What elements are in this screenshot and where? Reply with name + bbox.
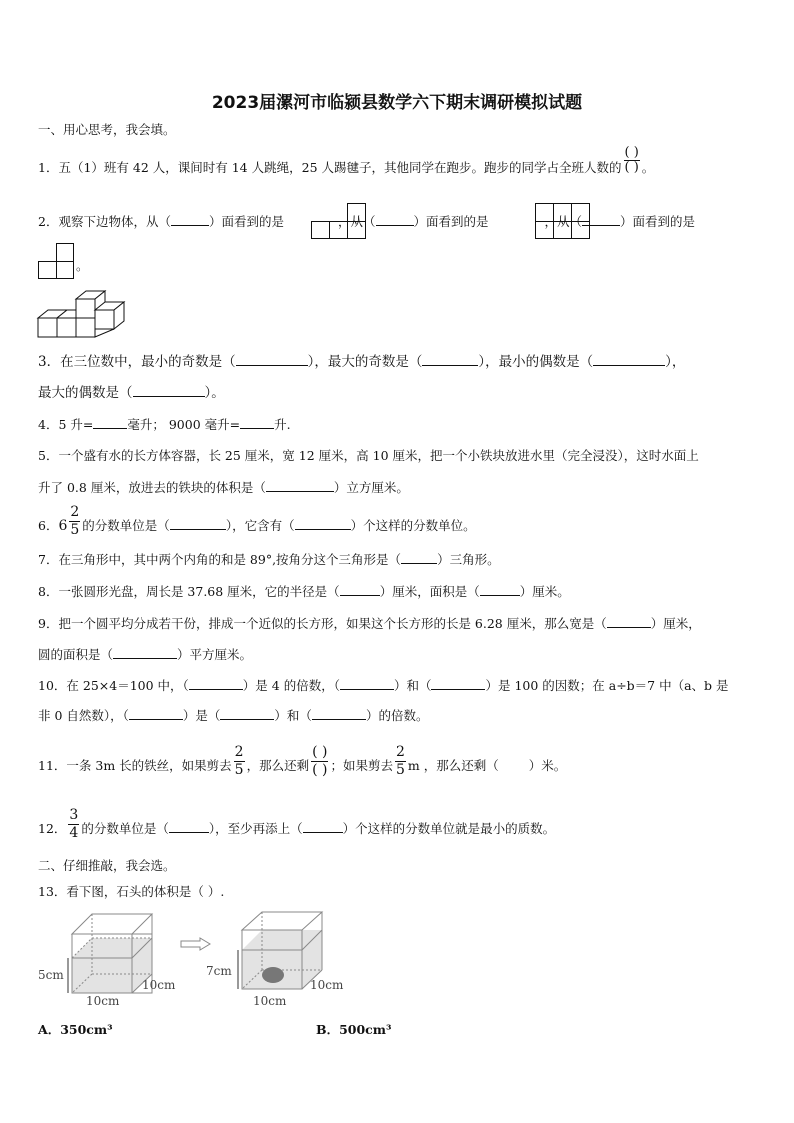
q6-part-a: 的分数单位是（ [82,518,170,533]
question-9 [38,615,701,632]
section-one-heading: 一、用心思考，我会填。 [38,122,176,137]
q9-part-a: 9．把一个圆平均分成若干份，排成一个近似的长方形，如果这个长方形的长是 6.28 厘米，那么宽是（ [38,616,607,631]
q6-part-c: ）个这样的分数单位。 [350,518,476,533]
q3-part-c: ），最小的偶数是（ [478,354,594,370]
q4-blank-2[interactable] [240,416,274,429]
q8-part-c: ）厘米。 [519,584,570,599]
q6-blank-1[interactable] [170,517,226,530]
question-6 [38,504,476,539]
q11-fraction-2 [395,744,406,779]
question-5-line-2 [38,479,409,496]
q6-whole: 6 [58,518,68,534]
q7-part-b: ）三角形。 [437,552,500,567]
q1-paren-den: ( ) [624,160,639,175]
q10-part-f: ）是（ [182,708,221,723]
q6-num: 2 [70,504,80,520]
q13-fig2-front: 10cm [253,994,287,1008]
question-9-line-2 [38,646,252,663]
q2-cube-object [36,288,136,340]
q5-blank[interactable] [266,479,334,492]
q13-fig1-height: 5cm [38,968,64,982]
question-11 [38,744,567,779]
q1-answer-fraction [624,146,640,175]
question-5: 5．一个盛有水的长方体容器，长 25 厘米，宽 12 厘米，高 10 厘米，把一个小铁块放进水里（完全浸没），这时水面上 [38,448,699,463]
q6-prefix: 6． [38,518,59,533]
q11-part-b: ，那么还剩 [246,758,310,773]
section-two-heading: 二、仔细推敲，我会选。 [38,858,176,873]
q4-part-c: 升. [274,417,291,432]
q10-part-a: 10．在 25×4＝100 中，（ [38,678,189,693]
q2-view-1-grid [311,203,367,239]
q11-f2-den: 5 [396,762,405,778]
q12-fraction [68,807,79,842]
q8-part-a: 8．一张圆形光盘，周长是 37.68 厘米，它的半径是（ [38,584,340,599]
q10-blank-6[interactable] [312,707,366,720]
q12-prefix: 12． [38,821,67,836]
q1-end: 。 [641,160,655,175]
q3-part-e: 最大的偶数是（ [38,385,133,401]
q3-part-a: 3．在三位数中，最小的奇数是（ [38,354,236,370]
q11-f1-den: 5 [234,762,244,778]
q12-blank-2[interactable] [303,820,343,833]
q2-blank-2[interactable] [376,213,414,226]
q3-blank-2[interactable] [422,353,478,366]
q3-blank-3[interactable] [593,353,665,366]
q2-part-e: ，从（ [544,214,583,229]
q12-part-c: ）个这样的分数单位就是最小的质数。 [342,821,556,836]
q2-part-f: ）面看到的是 [620,214,696,229]
q5-part-a: 升了 0.8 厘米，放进去的铁块的体积是（ [38,480,266,495]
question-4 [38,416,291,433]
q6-blank-2[interactable] [295,517,351,530]
q10-part-e: 非 0 自然数），（ [38,708,129,723]
question-10 [38,677,729,694]
q11-f1-num: 2 [234,744,244,760]
q11-part-e: ）米。 [528,758,567,773]
q10-blank-2[interactable] [340,677,394,690]
q9-part-c: 圆的面积是（ [38,647,114,662]
q2-part-d: ）面看到的是 [413,214,489,229]
page-title: 2023届漯河市临颍县数学六下期末调研模拟试题 [211,93,583,113]
q10-part-d: ）是 100 的因数；在 a÷b＝7 中（a、b 是 [485,678,729,693]
q11-paren-num: ( ) [312,744,328,760]
question-7 [38,551,500,568]
q13-stone [262,967,284,983]
question-3 [38,353,685,370]
q1-text: 1．五（1）班有 42 人，课间时有 14 人跳绳，25 人踢毽子，其他同学在跑步。跑步的同学占全班人数的 [38,160,622,175]
q3-part-f: ）。 [204,385,225,401]
q10-part-c: ）和（ [393,678,432,693]
q10-blank-4[interactable] [129,707,183,720]
q11-part-d: m ，那么还剩（ [407,758,499,773]
q2-blank-1[interactable] [171,213,209,226]
question-12 [38,807,556,842]
q10-blank-5[interactable] [220,707,274,720]
q10-blank-1[interactable] [189,677,243,690]
q11-answer-fraction[interactable] [311,744,328,779]
q5-part-b: ）立方厘米。 [333,480,409,495]
q10-part-g: ）和（ [274,708,312,723]
q2-view-2-grid [535,203,591,239]
q11-paren-den: ( ) [312,762,328,778]
q3-part-b: ），最大的奇数是（ [307,354,423,370]
q2-part-b: ）面看到的是 [208,214,284,229]
q6-fraction [69,504,80,539]
q8-blank-1[interactable] [340,583,380,596]
q2-view-3-grid [38,243,74,279]
q2-part-c: ，从（ [337,214,376,229]
q4-part-a: 4．5 升= [38,417,94,432]
q9-blank-2[interactable] [113,646,177,659]
q11-part-c: ；如果剪去 [330,758,393,773]
question-10-line-2 [38,707,428,724]
q11-f2-num: 2 [396,744,405,760]
q13-fig1-front: 10cm [86,994,120,1008]
q2-part-g: 。 [76,258,89,273]
q6-part-b: ），它含有（ [225,518,295,533]
q9-blank-1[interactable] [607,615,651,628]
question-1 [38,145,655,176]
q1-paren-num: ( ) [624,145,639,160]
q2-part-a: 2．观察下边物体，从（ [38,214,171,229]
q12-part-b: ），至少再添上（ [208,821,303,836]
q11-part-a: 11．一条 3m 长的铁丝，如果剪去 [38,758,232,773]
q13-option-b[interactable]: B．500cm³ [316,1022,392,1037]
q12-part-a: 的分数单位是（ [81,821,169,836]
q10-part-h: ）的倍数。 [365,708,429,723]
q9-part-b: ）厘米， [650,616,701,631]
q13-fig1-side: 10cm [142,978,176,992]
q13-fig2-height: 7cm [206,964,232,978]
q11-fraction-1 [234,744,245,779]
q4-part-b: 毫升； 9000 毫升= [127,417,241,432]
q13-arrow-icon [180,937,212,951]
q8-part-b: ）厘米，面积是（ [379,584,480,599]
question-13: 13．看下图，石头的体积是（ ）. [38,884,225,899]
q12-blank-1[interactable] [169,820,209,833]
q6-den: 5 [70,522,80,538]
q8-blank-2[interactable] [480,583,520,596]
q3-blank-4[interactable] [133,384,205,397]
q9-part-d: ）平方厘米。 [177,647,253,662]
q13-fig2-side: 10cm [310,978,344,992]
q3-blank-1[interactable] [236,353,308,366]
q12-num: 3 [69,807,79,823]
q12-den: 4 [69,825,79,841]
q10-blank-3[interactable] [431,677,485,690]
q10-part-b: ）是 4 的倍数，（ [242,678,340,693]
q7-blank[interactable] [401,551,437,564]
q13-option-a[interactable]: A．350cm³ [38,1022,113,1037]
q4-blank-1[interactable] [93,416,127,429]
question-8 [38,583,570,600]
q3-part-d: ）， [665,354,686,370]
question-3-line-2 [38,384,225,401]
q7-part-a: 7．在三角形中，其中两个内角的和是 89°,按角分这个三角形是（ [38,552,402,567]
